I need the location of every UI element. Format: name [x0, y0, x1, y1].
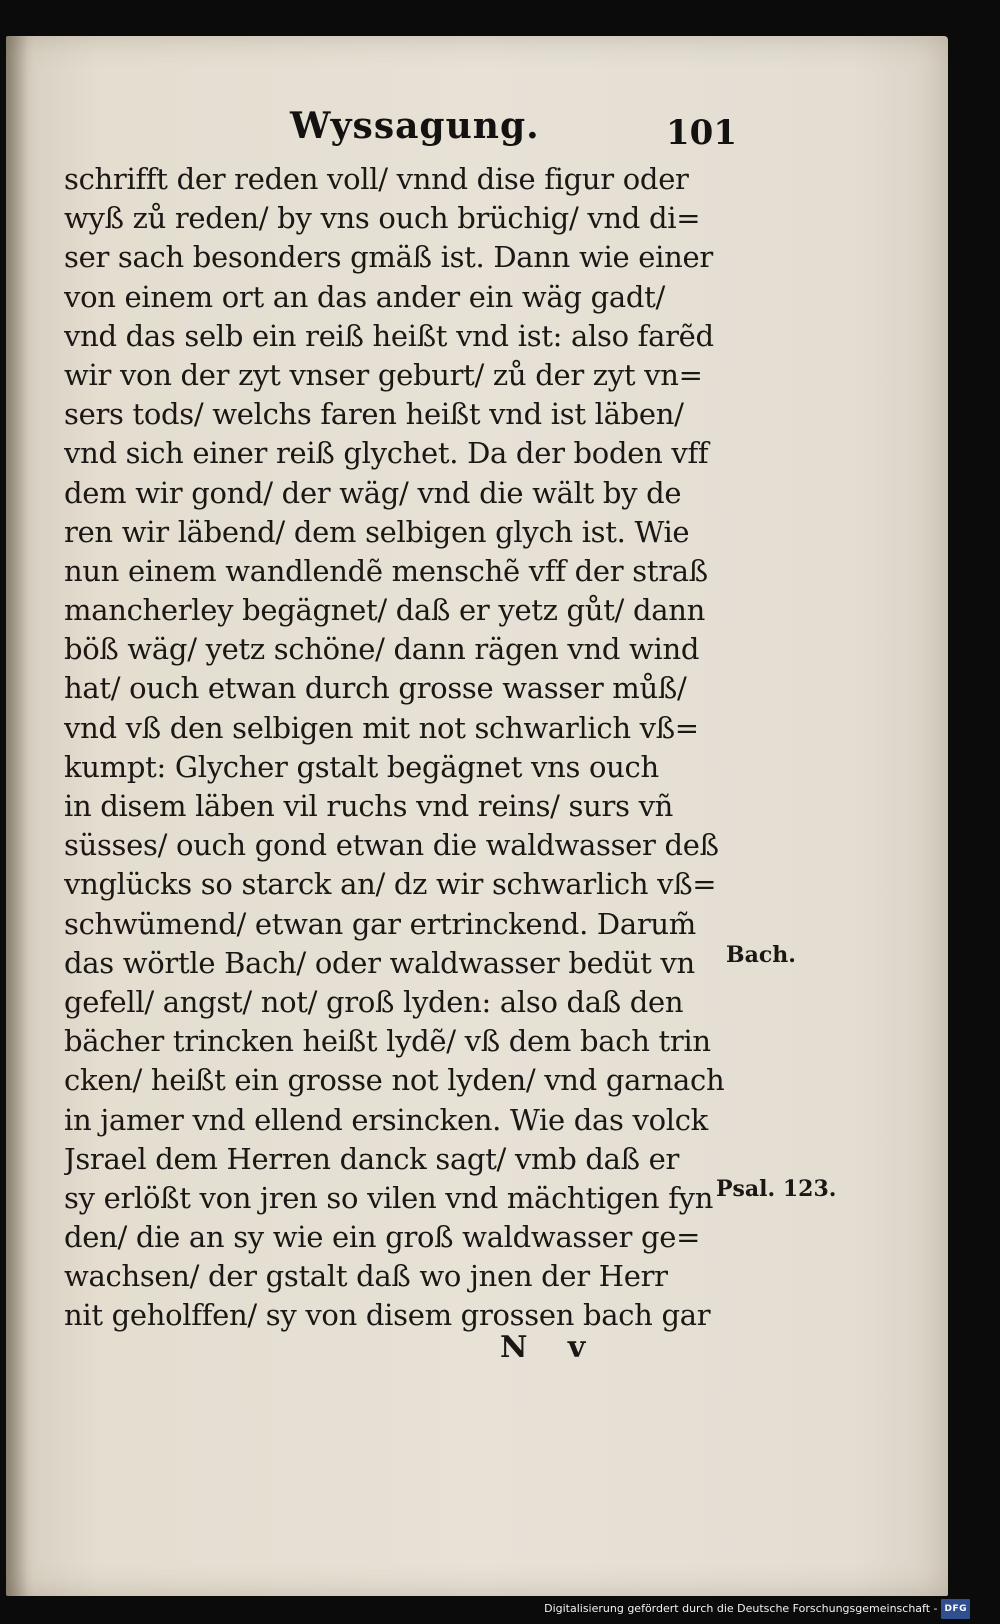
text-line: kumpt: Glycher gstalt begägnet vns ouch: [64, 749, 659, 784]
text-line: das wörtle Bach/ oder waldwasser bedüt vn: [64, 945, 695, 980]
text-line: süsses/ ouch gond etwan die waldwasser deß: [64, 828, 719, 863]
signature-mark: N v: [500, 1330, 586, 1365]
text-line: gefell/ angst/ not/ groß lyden: also daß den: [64, 984, 684, 1019]
running-header: Wyssagung.: [290, 105, 540, 147]
text-line: von einem ort an das ander ein wäg gadt/: [64, 279, 665, 314]
text-line: dem wir gond/ der wäg/ vnd die wält by de: [64, 475, 682, 510]
text-line: hat/ ouch etwan durch grosse wasser můß/: [64, 671, 687, 706]
text-line: vnd das selb ein reiß heißt vnd ist: also farẽd: [64, 318, 714, 353]
text-line: vnglücks so starck an/ dz wir schwarlich vß=: [64, 867, 717, 902]
text-line: ren wir läbend/ dem selbigen glych ist. Wie: [64, 514, 690, 549]
text-line: mancherley begägnet/ daß er yetz gůt/ dann: [64, 593, 705, 628]
marginal-note-bach: Bach.: [726, 942, 796, 968]
dfg-logo: DFG: [941, 1599, 970, 1619]
text-line: nit geholffen/ sy von disem grossen bach gar: [64, 1298, 711, 1333]
footer-credit-text: Digitalisierung gefördert durch die Deutsche Forschungsgemeinschaft -: [544, 1602, 938, 1615]
text-line: bächer trincken heißt lydẽ/ vß dem bach trin: [64, 1024, 711, 1059]
text-line: sy erlößt von jren so vilen vnd mächtigen fyn: [64, 1180, 714, 1215]
page-number: 101: [666, 113, 737, 153]
text-line: wachsen/ der gstalt daß wo jnen der Herr: [64, 1259, 668, 1294]
text-line: sers tods/ welchs faren heißt vnd ist läben/: [64, 397, 684, 432]
text-line: cken/ heißt ein grosse not lyden/ vnd garnach: [64, 1063, 724, 1098]
text-line: vnd sich einer reiß glychet. Da der boden vff: [64, 436, 709, 471]
body-text: [64, 160, 724, 1336]
text-line: böß wäg/ yetz schöne/ dann rägen vnd wind: [64, 632, 700, 667]
text-line: schwümend/ etwan gar ertrinckend. Darum̃: [64, 906, 696, 941]
text-line: vnd vß den selbigen mit not schwarlich vß=: [64, 710, 699, 745]
footer-credit: [544, 1600, 970, 1618]
text-line: wyß zů reden/ by vns ouch brüchig/ vnd di=: [64, 201, 701, 236]
text-line: den/ die an sy wie ein groß waldwasser ge=: [64, 1220, 701, 1255]
text-line: in jamer vnd ellend ersincken. Wie das volck: [64, 1102, 708, 1137]
text-line: Jsrael dem Herren danck sagt/ vmb daß er: [64, 1141, 680, 1176]
text-line: in disem läben vil ruchs vnd reins/ surs vñ: [64, 789, 674, 823]
text-line: nun einem wandlendẽ menschẽ vff der straß: [64, 553, 708, 588]
text-line: ser sach besonders gmäß ist. Dann wie einer: [64, 240, 713, 275]
marginal-note-psalm: Psal. 123.: [716, 1176, 837, 1202]
text-line: wir von der zyt vnser geburt/ zů der zyt vn=: [64, 357, 703, 392]
text-line: schrifft der reden voll/ vnnd dise figur oder: [64, 162, 689, 196]
